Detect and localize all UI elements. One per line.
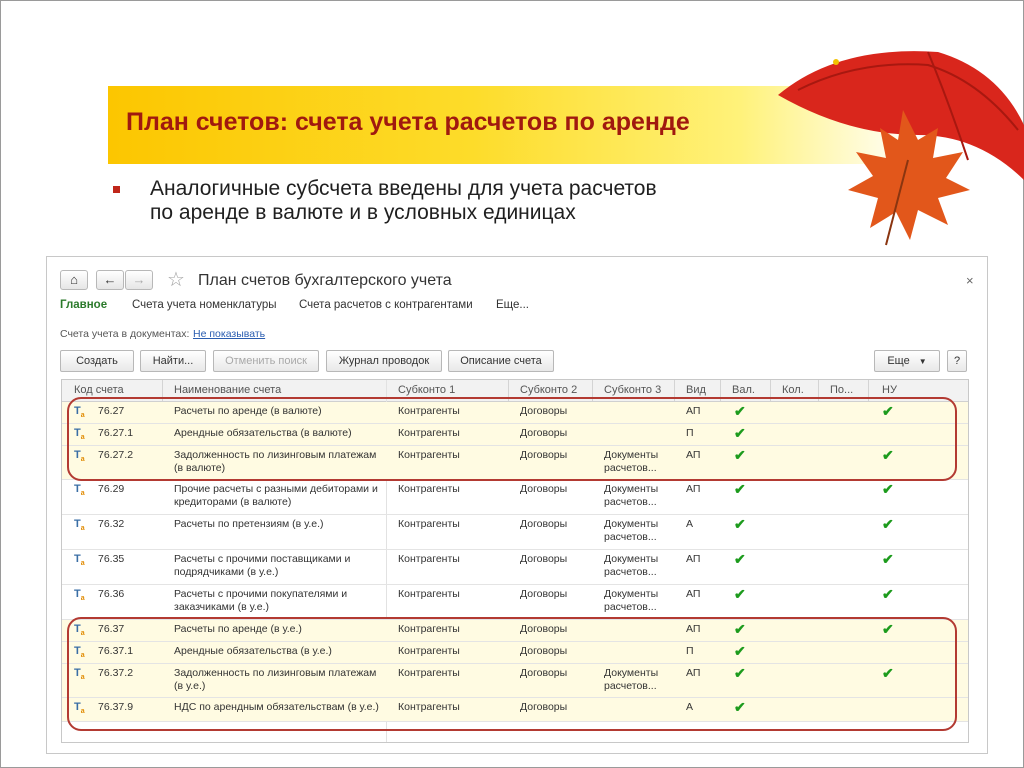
- account-code: 76.37.1: [98, 645, 134, 657]
- tab-nomenclature-accounts[interactable]: Счета учета номенклатуры: [132, 299, 277, 311]
- account-type-icon: $T_a$: [74, 553, 85, 568]
- subconto3-line1: Документы: [604, 553, 659, 565]
- tax-check-icon: ✔: [882, 447, 894, 463]
- account-type-icon: $T_a$: [74, 449, 85, 464]
- slide-title: План счетов: счета учета расчетов по аренде: [126, 108, 690, 136]
- account-code: 76.29: [98, 483, 125, 495]
- table-row[interactable]: [62, 550, 968, 585]
- subconto2-value: Договоры: [520, 518, 568, 530]
- account-kind: АП: [686, 449, 701, 461]
- tax-check-icon: ✔: [882, 665, 894, 681]
- bullet-text: [150, 177, 657, 225]
- account-name-line1: Задолженность по лизинговым платежам: [174, 667, 377, 679]
- find-button[interactable]: Найти...: [140, 350, 206, 372]
- home-icon: ⌂: [70, 272, 78, 287]
- subconto3-line2: расчетов...: [604, 601, 657, 613]
- col-quantity[interactable]: Кол.: [782, 384, 804, 396]
- subconto2-value: Договоры: [520, 645, 568, 657]
- col-code[interactable]: Код счета: [74, 384, 124, 396]
- currency-check-icon: ✔: [734, 516, 746, 532]
- create-button[interactable]: Создать: [60, 350, 134, 372]
- col-name[interactable]: Наименование счета: [174, 384, 282, 396]
- account-type-icon: $T_a$: [74, 483, 85, 498]
- account-name-line1: Расчеты с прочими поставщиками и: [174, 553, 351, 565]
- table-row[interactable]: [62, 480, 968, 515]
- subconto3-line1: Документы: [604, 483, 659, 495]
- cancel-search-button[interactable]: Отменить поиск: [213, 350, 319, 372]
- subconto3-line1: Документы: [604, 449, 659, 461]
- account-kind: АП: [686, 483, 701, 495]
- tab-more[interactable]: Еще...: [496, 299, 529, 311]
- subconto1-value: Контрагенты: [398, 518, 460, 530]
- account-name-line1: Расчеты по аренде (в валюте): [174, 405, 322, 417]
- account-name-line1: Арендные обязательства (в валюте): [174, 427, 352, 439]
- account-kind: АП: [686, 588, 701, 600]
- account-description-button[interactable]: Описание счета: [448, 350, 554, 372]
- subconto2-value: Договоры: [520, 427, 568, 439]
- subconto1-value: Контрагенты: [398, 427, 460, 439]
- account-code: 76.27.1: [98, 427, 134, 439]
- account-kind: П: [686, 427, 694, 439]
- subconto3-value: [604, 483, 658, 509]
- tax-check-icon: ✔: [882, 551, 894, 567]
- account-kind: АП: [686, 405, 701, 417]
- subconto2-value: Договоры: [520, 623, 568, 635]
- account-name-line2: заказчиками (в у.е.): [174, 601, 270, 613]
- account-code: 76.35: [98, 553, 125, 565]
- docs-accounts-row: [60, 328, 266, 340]
- account-code: 76.27: [98, 405, 125, 417]
- account-name-line1: Арендные обязательства (в у.е.): [174, 645, 332, 657]
- subconto1-value: Контрагенты: [398, 405, 460, 417]
- subconto3-line2: расчетов...: [604, 496, 657, 508]
- currency-check-icon: ✔: [734, 665, 746, 681]
- account-name-line1: Прочие расчеты с разными дебиторами и: [174, 483, 378, 495]
- subconto2-value: Договоры: [520, 667, 568, 679]
- tab-counterparty-accounts[interactable]: Счета расчетов с контрагентами: [299, 299, 473, 311]
- account-code: 76.37: [98, 623, 125, 635]
- account-name-line2: (в у.е.): [174, 680, 206, 692]
- subconto2-value: Договоры: [520, 588, 568, 600]
- currency-check-icon: ✔: [734, 551, 746, 567]
- close-icon[interactable]: ×: [966, 273, 974, 288]
- account-kind: А: [686, 518, 694, 530]
- subconto3-line1: Документы: [604, 667, 659, 679]
- currency-check-icon: ✔: [734, 621, 746, 637]
- account-name-line1: Расчеты с прочими покупателями и: [174, 588, 348, 600]
- currency-check-icon: ✔: [734, 447, 746, 463]
- forward-button[interactable]: [125, 270, 153, 290]
- account-code: 76.32: [98, 518, 125, 530]
- account-name-line2: (в валюте): [174, 462, 226, 474]
- subconto3-line1: Документы: [604, 518, 659, 530]
- subconto2-value: Договоры: [520, 449, 568, 461]
- account-kind: АП: [686, 667, 701, 679]
- subconto3-value: [604, 588, 658, 614]
- subconto1-value: Контрагенты: [398, 553, 460, 565]
- account-name: [174, 588, 347, 614]
- account-code: 76.27.2: [98, 449, 134, 461]
- subconto3-line2: расчетов...: [604, 462, 657, 474]
- subconto3-value: [604, 553, 658, 579]
- subconto1-value: Контрагенты: [398, 667, 460, 679]
- account-code: 76.37.2: [98, 667, 134, 679]
- account-kind: АП: [686, 623, 701, 635]
- docs-show-link[interactable]: Не показывать: [193, 328, 266, 340]
- tax-check-icon: ✔: [882, 481, 894, 497]
- account-type-icon: $T_a$: [74, 427, 85, 442]
- currency-check-icon: ✔: [734, 481, 746, 497]
- account-name: [174, 483, 378, 509]
- help-button[interactable]: ?: [947, 350, 967, 372]
- docs-label: Счета учета в документах:: [60, 328, 190, 340]
- star-icon[interactable]: ☆: [167, 269, 185, 291]
- account-type-icon: $T_a$: [74, 623, 85, 638]
- account-name-line1: Расчеты по претензиям (в у.е.): [174, 518, 324, 530]
- table-row[interactable]: [62, 515, 968, 550]
- bullet-marker: [113, 186, 120, 193]
- subconto1-value: Контрагенты: [398, 645, 460, 657]
- subconto3-line2: расчетов...: [604, 531, 657, 543]
- subconto2-value: Договоры: [520, 483, 568, 495]
- account-kind: П: [686, 645, 694, 657]
- account-name: [174, 553, 350, 579]
- account-type-icon: $T_a$: [74, 518, 85, 533]
- account-name-line2: кредиторами (в валюте): [174, 496, 292, 508]
- account-name-line1: Расчеты по аренде (в у.е.): [174, 623, 302, 635]
- account-name-line1: Задолженность по лизинговым платежам: [174, 449, 377, 461]
- subconto2-value: Договоры: [520, 701, 568, 713]
- subconto1-value: Контрагенты: [398, 623, 460, 635]
- currency-check-icon: ✔: [734, 403, 746, 419]
- col-subconto3[interactable]: Субконто 3: [604, 384, 662, 396]
- col-tax[interactable]: НУ: [882, 384, 897, 396]
- account-name-line1: НДС по арендным обязательствам (в у.е.): [174, 701, 379, 713]
- back-button[interactable]: [96, 270, 124, 290]
- highlight-currency-accounts: [67, 397, 957, 481]
- account-name: [174, 518, 324, 531]
- subconto2-value: Договоры: [520, 405, 568, 417]
- subconto3-line2: расчетов...: [604, 680, 657, 692]
- account-code: 76.36: [98, 588, 125, 600]
- subconto3-value: [604, 518, 658, 544]
- table-row[interactable]: [62, 585, 968, 620]
- account-type-icon: $T_a$: [74, 667, 85, 682]
- tax-check-icon: ✔: [882, 586, 894, 602]
- chevron-down-icon: ▼: [918, 357, 927, 366]
- tab-main[interactable]: Главное: [60, 299, 108, 311]
- account-name-line2: подрядчиками (в у.е.): [174, 566, 279, 578]
- account-code: 76.37.9: [98, 701, 134, 713]
- currency-check-icon: ✔: [734, 425, 746, 441]
- account-kind: А: [686, 701, 694, 713]
- arrow-right-icon: →: [132, 272, 146, 287]
- account-type-icon: $T_a$: [74, 701, 85, 716]
- col-type[interactable]: Вид: [686, 384, 706, 396]
- more-button[interactable]: [874, 350, 940, 372]
- chart-of-accounts-window: [46, 256, 988, 754]
- currency-check-icon: ✔: [734, 643, 746, 659]
- account-type-icon: $T_a$: [74, 645, 85, 660]
- home-button[interactable]: [60, 270, 88, 290]
- more-label: Еще: [887, 355, 910, 367]
- highlight-conventional-units-accounts: [67, 617, 957, 731]
- subconto3-line2: расчетов...: [604, 566, 657, 578]
- col-subconto1[interactable]: Субконто 1: [398, 384, 456, 396]
- subconto1-value: Контрагенты: [398, 588, 460, 600]
- currency-check-icon: ✔: [734, 699, 746, 715]
- bullet-line-2: по аренде в валюте и в условных единицах: [150, 201, 576, 224]
- col-currency[interactable]: Вал.: [732, 384, 755, 396]
- tax-check-icon: ✔: [882, 516, 894, 532]
- arrow-left-icon: ←: [103, 272, 117, 287]
- journal-button[interactable]: Журнал проводок: [326, 350, 442, 372]
- subconto1-value: Контрагенты: [398, 483, 460, 495]
- subconto2-value: Договоры: [520, 553, 568, 565]
- bullet-line-1: Аналогичные субсчета введены для учета расчетов: [150, 177, 657, 200]
- umbrella-leaf-illustration: [778, 40, 1024, 260]
- subconto3-line1: Документы: [604, 588, 659, 600]
- account-type-icon: $T_a$: [74, 405, 85, 420]
- window-title: План счетов бухгалтерского учета: [198, 272, 452, 289]
- col-by[interactable]: По...: [830, 384, 854, 396]
- currency-check-icon: ✔: [734, 586, 746, 602]
- tax-check-icon: ✔: [882, 403, 894, 419]
- col-subconto2[interactable]: Субконто 2: [520, 384, 578, 396]
- subconto1-value: Контрагенты: [398, 701, 460, 713]
- subconto1-value: Контрагенты: [398, 449, 460, 461]
- account-kind: АП: [686, 553, 701, 565]
- account-type-icon: $T_a$: [74, 588, 85, 603]
- tax-check-icon: ✔: [882, 621, 894, 637]
